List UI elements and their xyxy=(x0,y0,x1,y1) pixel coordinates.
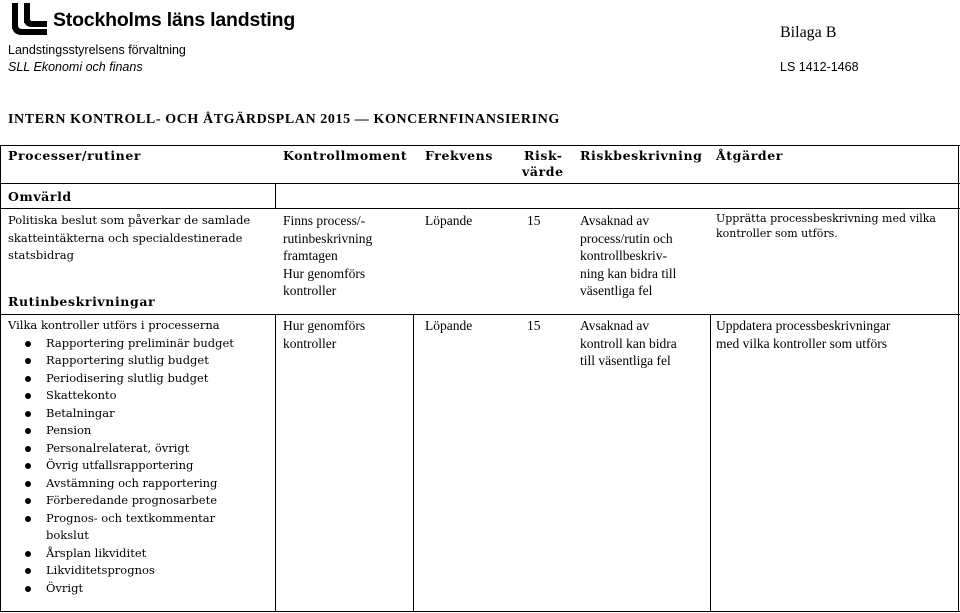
control-cell xyxy=(283,317,408,352)
list-item: Årsplan likviditet xyxy=(0,545,270,563)
risk-description-cell xyxy=(580,212,705,300)
control-line: framtagen xyxy=(283,248,338,263)
control-line: Finns process/- xyxy=(283,213,366,228)
list-item: Betalningar xyxy=(0,405,270,423)
process-text: Politiska beslut som påverkar de samlade skatteintäkterna och specialdestinerade statsbidrag xyxy=(8,213,251,262)
risk-value: 15 xyxy=(527,318,541,333)
process-list-continued xyxy=(0,545,270,598)
column-header-risk-value-2: värde xyxy=(522,164,564,179)
process-list xyxy=(0,335,270,528)
table-right-border xyxy=(958,145,959,612)
section-heading-border xyxy=(0,208,960,209)
frequency-value: Löpande xyxy=(425,213,473,228)
appendix-label: Bilaga B xyxy=(780,24,837,41)
column-header-processes: Processer/rutiner xyxy=(8,148,142,163)
list-item: Rapportering slutlig budget xyxy=(0,352,270,370)
org-name: Landstingsstyrelsens förvaltning xyxy=(8,43,186,57)
logo-text: Stockholms läns landsting xyxy=(53,8,296,31)
column-divider-1 xyxy=(275,183,276,208)
list-item: Personalrelaterat, övrigt xyxy=(0,440,270,458)
risk-line: Avsaknad av xyxy=(580,318,650,333)
action-text: Upprätta processbeskrivning med vilka kontroller som utförs. xyxy=(716,212,936,240)
risk-line: Avsaknad av xyxy=(580,213,650,228)
risk-line: ning kan bidra till xyxy=(580,265,677,281)
list-item: Förberedande prognosarbete xyxy=(0,492,270,510)
list-item: Avstämning och rapportering xyxy=(0,475,270,493)
column-header-control: Kontrollmoment xyxy=(283,148,408,163)
list-item: Likviditetsprognos xyxy=(0,562,270,580)
header-bottom-border xyxy=(0,183,960,184)
control-line: kontroller xyxy=(283,283,337,298)
sll-logo xyxy=(9,2,295,38)
control-line: rutinbeskrivning xyxy=(283,230,373,246)
risk-line: kontroll kan bidra xyxy=(580,335,677,351)
risk-line: kontrollbeskriv- xyxy=(580,248,667,263)
control-line: kontroller xyxy=(283,335,337,351)
row-divider xyxy=(0,314,960,315)
control-line: Hur genomförs xyxy=(283,265,366,281)
risk-description-cell xyxy=(580,317,705,370)
column-header-risk-description: Riskbeskrivning xyxy=(580,148,703,163)
list-item: Rapportering preliminär budget xyxy=(0,335,270,353)
process-cell xyxy=(8,317,270,597)
risk-line: process/rutin och xyxy=(580,230,673,246)
column-divider-1b xyxy=(275,314,276,612)
action-cell xyxy=(716,317,952,352)
list-item: Övrig utfallsrapportering xyxy=(0,457,270,475)
list-item: Övrigt xyxy=(0,580,270,598)
table-top-border xyxy=(0,145,960,146)
column-header-frequency: Frekvens xyxy=(425,148,493,163)
column-divider-3 xyxy=(710,314,711,612)
list-item: Pension xyxy=(0,422,270,440)
document-title: INTERN KONTROLL- OCH ÅTGÄRDSPLAN 2015 — KONCERNFINANSIERING xyxy=(8,112,560,127)
column-header-actions: Åtgärder xyxy=(716,148,783,163)
table-bottom-border xyxy=(0,611,960,612)
action-line: Uppdatera processbeskrivningar xyxy=(716,318,891,333)
risk-line: väsentliga fel xyxy=(580,283,653,298)
frequency-value: Löpande xyxy=(425,318,473,333)
list-item: Skattekonto xyxy=(0,387,270,405)
section-heading-omvarld: Omvärld xyxy=(8,189,72,204)
reference-number: LS 1412-1468 xyxy=(780,60,859,74)
list-item: Periodisering slutlig budget xyxy=(0,370,270,388)
list-item: Prognos- och textkommentar xyxy=(0,510,270,528)
sll-logo-icon xyxy=(9,3,47,37)
control-line: Hur genomförs xyxy=(283,318,366,333)
risk-value: 15 xyxy=(527,213,541,228)
process-intro: Vilka kontroller utförs i processerna xyxy=(8,318,220,332)
control-cell xyxy=(283,212,408,300)
action-line: med vilka kontroller som utförs xyxy=(716,335,887,351)
column-divider-2 xyxy=(413,314,414,612)
department-name: SLL Ekonomi och finans xyxy=(8,60,143,74)
list-item-continuation: bokslut xyxy=(46,528,89,542)
column-header-risk-value-1: Risk- xyxy=(524,148,563,163)
risk-line: till väsentliga fel xyxy=(580,353,671,368)
section-heading-rutinbeskrivningar: Rutinbeskrivningar xyxy=(8,294,156,309)
